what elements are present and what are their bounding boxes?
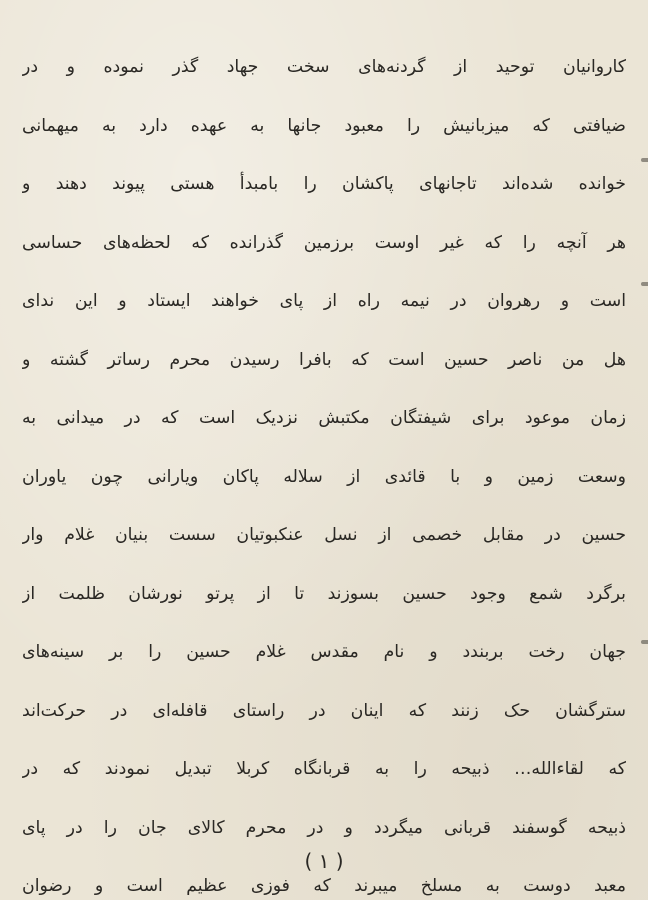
text-line: وسعت زمین و با قائدی از سلاله پاکان ویارانی چون یاوران bbox=[22, 466, 626, 487]
binding-mark bbox=[641, 640, 648, 644]
binding-mark bbox=[641, 158, 648, 162]
page-number: ( ۱ ) bbox=[304, 849, 344, 873]
text-line: ذبیحه گوسفند قربانی میگردد و در محرم کالای جان را در پای bbox=[22, 817, 626, 838]
text-line: خوانده شده‌اند تاجانهای پاکشان را بامبدأ هستی پیوند دهند و bbox=[22, 174, 626, 194]
body-text bbox=[22, 38, 626, 900]
text-line: هر آنچه را که غیر اوست برزمین گذرانده که لحظه‌های حساسی bbox=[22, 232, 626, 253]
text-line: معبد دوست به مسلخ میبرند که فوزی عظیم است و رضوان bbox=[22, 876, 626, 896]
binding-mark bbox=[641, 282, 648, 286]
text-line: هل من ناصر حسین است که بافرا رسیدن محرم رساتر گشته و bbox=[22, 349, 626, 370]
text-line: برگرد شمع وجود حسین بسوزند تا از پرتو نورشان ظلمت از bbox=[22, 583, 626, 604]
text-line: ضیافتی که میزبانیش را معبود جانها به عهده دارد به میهمانی bbox=[22, 115, 626, 136]
text-line: است و رهروان در نیمه راه از پای خواهند ایستاد و این ندای bbox=[22, 291, 626, 311]
text-line: جهان رخت بربندد و نام مقدس غلام حسین را بر سینه‌های bbox=[22, 642, 626, 662]
text-line: زمان موعود برای شیفتگان مکتبش نزدیک است که در میدانی به bbox=[22, 408, 626, 428]
text-line: سترگشان حک زنند که اینان در راستای قافله‌ای در حرکت‌اند bbox=[22, 700, 626, 721]
text-line: که لقاءالله… ذبیحه را به قربانگاه کربلا تبدیل نمودند که در bbox=[22, 759, 626, 779]
text-line: کاروانیان توحید از گردنه‌های سخت جهاد گذر نموده و در bbox=[22, 57, 626, 77]
text-line: حسین در مقابل خصمی از نسل عنکبوتیان سست بنیان غلام وار bbox=[22, 525, 626, 545]
